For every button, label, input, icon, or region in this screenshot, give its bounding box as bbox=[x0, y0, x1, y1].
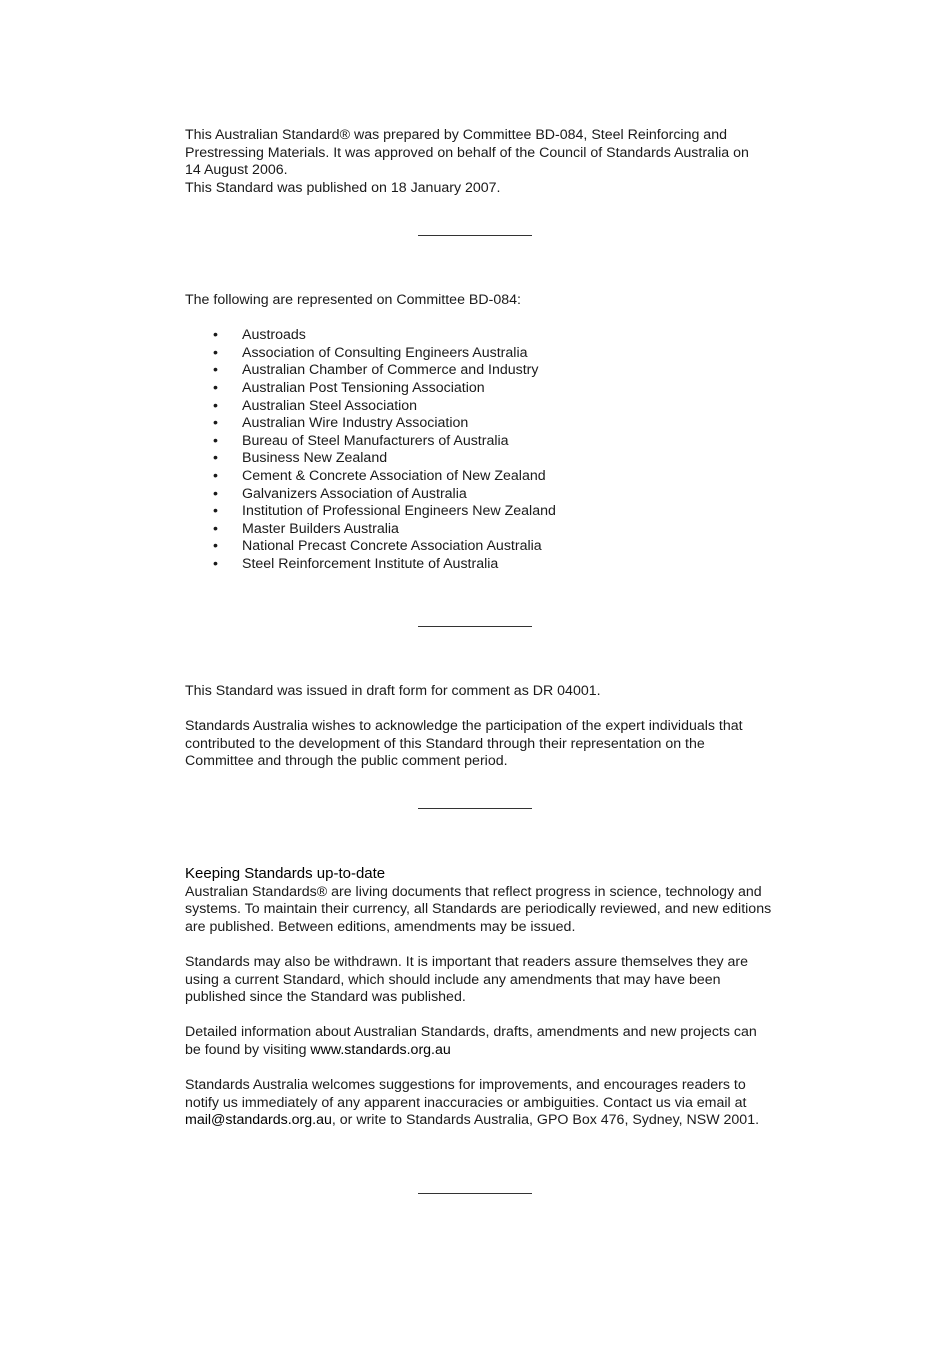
section-divider bbox=[418, 626, 532, 627]
list-item bbox=[185, 486, 775, 504]
committee-intro: The following are represented on Committee BD-084: bbox=[185, 292, 521, 308]
member-name: Cement & Concrete Association of New Zealand bbox=[242, 467, 546, 484]
member-name: Institution of Professional Engineers New Zealand bbox=[242, 503, 556, 520]
email-link[interactable]: mail@standards.org.au bbox=[185, 1112, 332, 1129]
list-item bbox=[185, 433, 775, 451]
bullet-icon: • bbox=[213, 485, 218, 502]
member-name: National Precast Concrete Association Australia bbox=[242, 538, 542, 555]
list-item bbox=[185, 415, 775, 433]
paragraph-text: , or write to Standards Australia, GPO Box 476, Sydney, NSW 2001. bbox=[331, 1112, 760, 1129]
paragraph-line: Australian Standards® are living documents that reflect progress in science, technology and bbox=[185, 883, 762, 900]
paragraph-line: are published. Between editions, amendments may be issued. bbox=[185, 918, 576, 935]
paragraph-text: be found by visiting bbox=[185, 1041, 311, 1058]
bullet-icon: • bbox=[213, 432, 218, 449]
paragraph-line bbox=[185, 1112, 775, 1130]
paragraph-line: systems. To maintain their currency, all Standards are periodically reviewed, and new editions bbox=[185, 901, 772, 918]
bullet-icon: • bbox=[213, 520, 218, 537]
bullet-icon: • bbox=[213, 450, 218, 467]
bullet-icon: • bbox=[213, 555, 218, 572]
paragraph-line: published since the Standard was published. bbox=[185, 989, 466, 1006]
member-name: Galvanizers Association of Australia bbox=[242, 485, 467, 502]
paragraph-line: Standards may also be withdrawn. It is important that readers assure themselves they are bbox=[185, 953, 749, 970]
list-item bbox=[185, 503, 775, 521]
paragraph-line: Standards Australia welcomes suggestions for improvements, and encourages readers to bbox=[185, 1077, 746, 1094]
section-divider bbox=[418, 235, 532, 236]
uptodate-section bbox=[185, 865, 775, 1130]
bullet-icon: • bbox=[213, 362, 218, 379]
list-item bbox=[185, 538, 775, 556]
section-divider bbox=[418, 1193, 532, 1194]
member-name: Australian Post Tensioning Association bbox=[242, 379, 485, 396]
preparation-line: Prestressing Materials. It was approved on behalf of the Council of Standards Australia on bbox=[185, 144, 749, 161]
acknowledgement-line: Committee and through the public comment period. bbox=[185, 753, 508, 770]
member-name: Australian Steel Association bbox=[242, 397, 418, 414]
paragraph-line: using a current Standard, which should include any amendments that may have been bbox=[185, 971, 721, 988]
list-item bbox=[185, 556, 775, 574]
member-name: Master Builders Australia bbox=[242, 520, 399, 537]
list-item bbox=[185, 450, 775, 468]
preparation-line: 14 August 2006. bbox=[185, 162, 288, 179]
member-name: Steel Reinforcement Institute of Australia bbox=[242, 555, 499, 572]
paragraph-line bbox=[185, 1042, 775, 1060]
section-divider bbox=[418, 808, 532, 809]
member-name: Association of Consulting Engineers Australia bbox=[242, 344, 528, 361]
bullet-icon: • bbox=[213, 467, 218, 484]
bullet-icon: • bbox=[213, 415, 218, 432]
committee-member-list bbox=[185, 327, 775, 573]
list-item bbox=[185, 327, 775, 345]
committee-section bbox=[185, 292, 775, 574]
bullet-icon: • bbox=[213, 344, 218, 361]
paragraph-line: notify us immediately of any apparent inaccuracies or ambiguities. Contact us via email at bbox=[185, 1094, 747, 1111]
bullet-icon: • bbox=[213, 397, 218, 414]
website-link[interactable]: www.standards.org.au bbox=[310, 1041, 451, 1058]
list-item bbox=[185, 398, 775, 416]
member-name: Bureau of Steel Manufacturers of Australia bbox=[242, 432, 509, 449]
draft-issued-line: This Standard was issued in draft form for comment as DR 04001. bbox=[185, 683, 601, 699]
list-item bbox=[185, 345, 775, 363]
bullet-icon: • bbox=[213, 503, 218, 520]
list-item bbox=[185, 362, 775, 380]
list-item bbox=[185, 521, 775, 539]
section-heading: Keeping Standards up-to-date bbox=[185, 865, 386, 882]
acknowledgement-line: Standards Australia wishes to acknowledge the participation of the expert individuals that bbox=[185, 718, 743, 735]
member-name: Austroads bbox=[242, 327, 306, 344]
list-item bbox=[185, 380, 775, 398]
preparation-statement bbox=[185, 127, 775, 197]
bullet-icon: • bbox=[213, 327, 218, 344]
member-name: Australian Wire Industry Association bbox=[242, 415, 469, 432]
paragraph-line: Detailed information about Australian Standards, drafts, amendments and new projects can bbox=[185, 1024, 757, 1041]
acknowledgement-line: contributed to the development of this Standard through their representation on the bbox=[185, 735, 705, 752]
member-name: Australian Chamber of Commerce and Industry bbox=[242, 362, 539, 379]
publication-date-line: This Standard was published on 18 January 2007. bbox=[185, 179, 501, 196]
bullet-icon: • bbox=[213, 379, 218, 396]
draft-section bbox=[185, 683, 775, 771]
bullet-icon: • bbox=[213, 538, 218, 555]
list-item bbox=[185, 468, 775, 486]
preparation-line: This Australian Standard® was prepared by Committee BD-084, Steel Reinforcing and bbox=[185, 127, 727, 143]
member-name: Business New Zealand bbox=[242, 450, 388, 467]
